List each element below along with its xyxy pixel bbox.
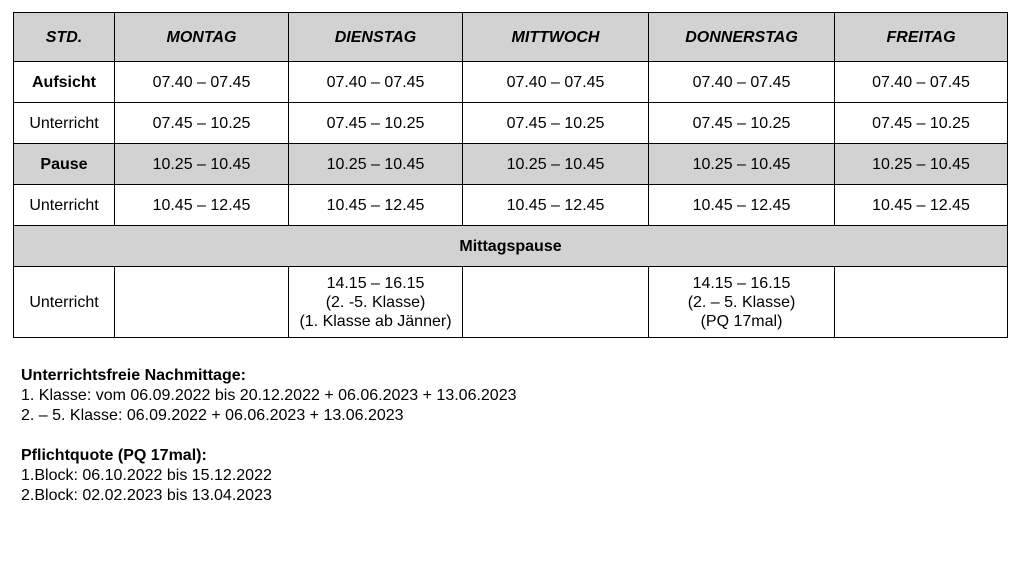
header-montag: MONTAG [115,13,289,62]
time-cell: 07.40 – 07.45 [835,62,1008,103]
free-afternoons-block [21,366,517,426]
time-cell: 07.45 – 10.25 [835,103,1008,144]
empty-cell [115,267,289,338]
cell-line: 14.15 – 16.15 [692,274,791,292]
time-cell: 10.25 – 10.45 [289,144,463,185]
time-cell: 10.25 – 10.45 [649,144,835,185]
time-cell: 07.45 – 10.25 [289,103,463,144]
time-cell: 07.45 – 10.25 [115,103,289,144]
notes-section [21,366,517,526]
time-cell: 07.40 – 07.45 [463,62,649,103]
time-cell: 07.45 – 10.25 [463,103,649,144]
header-dienstag: DIENSTAG [289,13,463,62]
quota-title: Pflichtquote (PQ 17mal): [21,447,207,464]
dienstag-afternoon-cell [289,267,463,338]
time-cell: 10.25 – 10.45 [115,144,289,185]
cell-line: (2. -5. Klasse) [325,293,426,311]
time-cell: 07.40 – 07.45 [289,62,463,103]
time-cell: 10.45 – 12.45 [835,185,1008,226]
time-cell: 10.45 – 12.45 [649,185,835,226]
time-cell: 10.45 – 12.45 [115,185,289,226]
table-row-pause [14,144,1008,185]
mittagspause-cell: Mittagspause [14,226,1008,267]
header-row [14,13,1008,62]
empty-cell [835,267,1008,338]
free-afternoons-title: Unterrichtsfreie Nachmittage: [21,367,246,384]
note-line: 1. Klasse: vom 06.09.2022 bis 20.12.2022 + 06.06.2023 + 13.06.2023 [21,387,517,404]
row-label: Unterricht [14,103,115,144]
table-row-aufsicht [14,62,1008,103]
empty-cell [463,267,649,338]
quota-block [21,446,517,506]
donnerstag-afternoon-cell [649,267,835,338]
header-std: STD. [14,13,115,62]
note-line: 1.Block: 06.10.2022 bis 15.12.2022 [21,467,272,484]
time-cell: 10.25 – 10.45 [463,144,649,185]
row-label: Unterricht [14,267,115,338]
cell-line: (1. Klasse ab Jänner) [299,312,452,330]
table-row-unterricht-1 [14,103,1008,144]
cell-line: 14.15 – 16.15 [326,274,425,292]
header-donnerstag: DONNERSTAG [649,13,835,62]
time-cell: 07.40 – 07.45 [649,62,835,103]
row-label: Pause [14,144,115,185]
table-row-unterricht-2 [14,185,1008,226]
time-cell: 10.25 – 10.45 [835,144,1008,185]
time-cell: 07.40 – 07.45 [115,62,289,103]
cell-line: (2. – 5. Klasse) [687,293,796,311]
header-mittwoch: MITTWOCH [463,13,649,62]
time-cell: 10.45 – 12.45 [289,185,463,226]
table-row-nachmittag [14,267,1008,338]
schedule-table [13,12,1008,338]
time-cell: 10.45 – 12.45 [463,185,649,226]
row-label: Aufsicht [14,62,115,103]
cell-line: (PQ 17mal) [700,312,783,330]
note-line: 2. – 5. Klasse: 06.09.2022 + 06.06.2023 + 13.06.2023 [21,407,404,424]
header-freitag: FREITAG [835,13,1008,62]
table-row-mittagspause [14,226,1008,267]
time-cell: 07.45 – 10.25 [649,103,835,144]
note-line: 2.Block: 02.02.2023 bis 13.04.2023 [21,487,272,504]
row-label: Unterricht [14,185,115,226]
